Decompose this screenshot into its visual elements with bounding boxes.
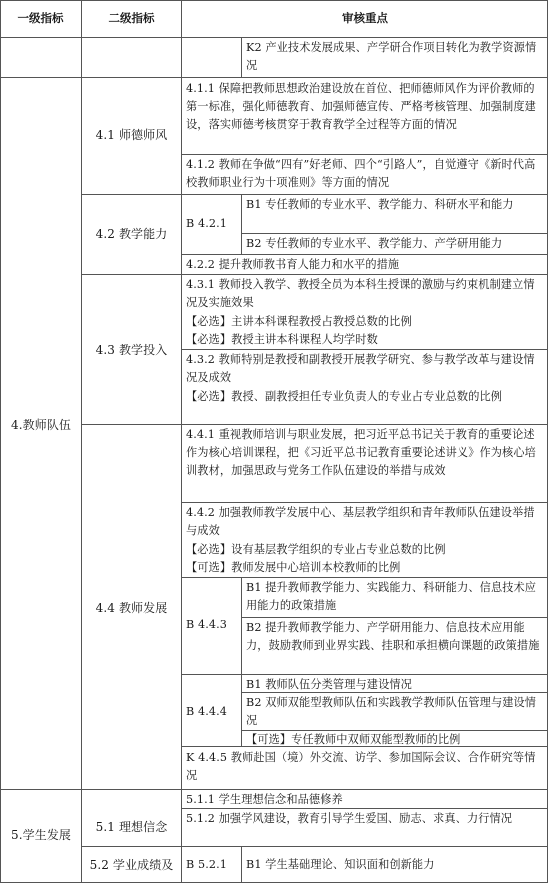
s51-label: 5.1 理想信念 bbox=[95, 820, 168, 834]
s43-label: 4.3 教学投入 bbox=[95, 343, 168, 357]
header-col3: 审核重点 bbox=[342, 11, 388, 25]
header-col1: 一级指标 bbox=[17, 11, 64, 25]
i431-required-1: 【必选】主讲本科课程教授占教授总数的比例 bbox=[186, 315, 412, 328]
b521-b1: B1 学生基础理论、知识面和创新能力 bbox=[246, 858, 435, 871]
level1-teachers: 4.教师队伍 bbox=[10, 418, 72, 432]
s52-label: 5.2 学业成绩及 bbox=[89, 858, 174, 872]
b421-label: B 4.2.1 bbox=[186, 217, 227, 230]
i411-text: 4.1.1 保障把教师思想政治建设放在首位、把师德师风作为评价教师的第一标准，强化师德教育、加强师德宣传、严格考核管理、加强制度建设，落实师德考核贯穿于教育教学全过程等方面的情况 bbox=[186, 82, 536, 131]
b444-b1: B1 教师队伍分类管理与建设情况 bbox=[246, 678, 412, 691]
i431-required-2: 【必选】教授主讲本科课程人均学时数 bbox=[186, 333, 378, 346]
k445-text: K 4.4.5 教师赴国（境）外交流、访学、参加国际会议、合作研究等情况 bbox=[186, 751, 536, 782]
level1-students: 5.学生发展 bbox=[10, 828, 72, 842]
b421-b2: B2 专任教师的专业水平、教学能力、产学研用能力 bbox=[246, 237, 503, 250]
s44-label: 4.4 教师发展 bbox=[95, 601, 168, 615]
b521-label: B 5.2.1 bbox=[186, 858, 227, 871]
b443-b2: B2 提升教师教学能力、产学研用能力、信息技术应用能力，鼓励教师到业界实践、挂职和承担横向课题的政策措施 bbox=[246, 621, 540, 652]
i512-text: 5.1.2 加强学风建设，教育引导学生爱国、励志、求真、力行情况 bbox=[186, 812, 513, 825]
i412-text: 4.1.2 教师在争做“四有”好老师、四个“引路人”，自觉遵守《新时代高校教师职业行为十项准则》等方面的情况 bbox=[186, 158, 536, 189]
i432-required-1: 【必选】教授、副教授担任专业负责人的专业占专业总数的比例 bbox=[186, 390, 503, 403]
header-col2: 二级指标 bbox=[108, 11, 155, 25]
b444-label: B 4.4.4 bbox=[186, 705, 227, 718]
i511-text: 5.1.1 学生理想信念和品德修养 bbox=[186, 793, 343, 806]
b443-label: B 4.4.3 bbox=[186, 618, 227, 631]
i431-text: 4.3.1 教师投入教学、教授全员为本科生授课的激励与约束机制建立情况及实施效果 bbox=[186, 278, 535, 309]
i442-required-1: 【必选】设有基层教学组织的专业占专业总数的比例 bbox=[186, 543, 446, 556]
s41-label: 4.1 师德师风 bbox=[95, 128, 168, 142]
i442-optional-1: 【可选】教师发展中心培训本校教师的比例 bbox=[186, 561, 401, 574]
i441-text: 4.4.1 重视教师培训与职业发展，把习近平总书记关于教育的重要论述作为核心培训课程，把《习近平总书记教育重要论述讲义》作为核心培训教材，加强思政与党务工作队伍建设的举措与成效 bbox=[186, 428, 536, 477]
i442-text: 4.4.2 加强教师教学发展中心、基层教学组织和青年教师队伍建设举措与成效 bbox=[186, 506, 535, 537]
b444-optional-1: 【可选】专任教师中双师双能型教师的比例 bbox=[246, 733, 461, 746]
k2-text: K2 产业技术发展成果、产学研合作项目转化为教学资源情况 bbox=[246, 41, 537, 72]
b421-b1: B1 专任教师的专业水平、教学能力、科研水平和能力 bbox=[246, 198, 514, 211]
b444-b2: B2 双师双能型教师队伍和实践教学教师队伍管理与建设情况 bbox=[246, 696, 537, 727]
b443-b1: B1 提升教师教学能力、实践能力、科研能力、信息技术应用能力的政策措施 bbox=[246, 581, 537, 612]
i432-text: 4.3.2 教师特别是教授和副教授开展教学研究、参与教学改革与建设情况及成效 bbox=[186, 353, 535, 384]
i422-text: 4.2.2 提升教师教书育人能力和水平的措施 bbox=[186, 258, 400, 271]
s42-label: 4.2 教学能力 bbox=[95, 227, 168, 241]
